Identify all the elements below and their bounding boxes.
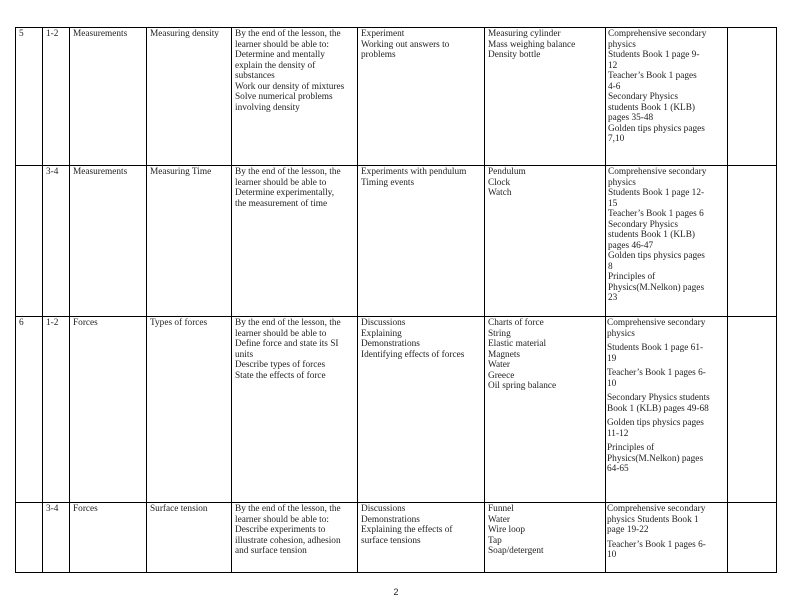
subtopic-cell: Measuring Time <box>147 166 232 317</box>
resources-cell: Funnel Water Wire loop Tap Soap/detergent <box>485 503 606 573</box>
topic-cell: Forces <box>70 317 147 503</box>
references-cell: Comprehensive secondary physics Students Book 1 page 12- 15 Teacher’s Book 1 pages 6 Secondary Physics students Book 1 (KLB) pages 46-47 Golden tips physics pages 8 Principles of Physics(M.Nelkon) pages 23 <box>606 166 728 317</box>
week-cell <box>16 503 43 573</box>
activities-cell: Experiment Working out answers to problems <box>358 28 485 166</box>
week-cell <box>16 166 43 317</box>
reference-item: Comprehensive secondary physics Students Book 1 page 19-22 <box>607 504 706 535</box>
objectives-cell: By the end of the lesson, the learner should be able to: Describe experiments to illustrate cohesion, adhesion and surface tension <box>232 503 358 573</box>
subtopic-cell: Surface tension <box>147 503 232 573</box>
subtopic-cell: Measuring density <box>147 28 232 166</box>
reference-item: Teacher’s Book 1 pages 6- 10 <box>607 539 706 560</box>
reference-item: Students Book 1 page 61- 19 <box>607 343 704 364</box>
reference-item: Comprehensive secondary physics <box>607 318 706 339</box>
topic-cell: Measurements <box>70 166 147 317</box>
lesson-cell: 1-2 <box>43 317 70 503</box>
table-row <box>16 503 777 573</box>
resources-cell: Charts of force String Elastic material Magnets Water Greece Oil spring balance <box>485 317 606 503</box>
table-row <box>16 28 777 166</box>
remarks-cell <box>728 166 777 317</box>
topic-cell: Forces <box>70 503 147 573</box>
remarks-cell <box>728 317 777 503</box>
reference-item: Principles of Physics(M.Nelkon) pages 64-65 <box>607 443 704 474</box>
subtopic-cell: Types of forces <box>147 317 232 503</box>
table-row <box>16 317 777 503</box>
references-cell <box>606 317 728 503</box>
objectives-cell: By the end of the lesson, the learner should be able to Determine experimentally, the measurement of time <box>232 166 358 317</box>
lesson-cell: 3-4 <box>43 503 70 573</box>
resources-cell: Measuring cylinder Mass weighing balance Density bottle <box>485 28 606 166</box>
activities-cell: Discussions Demonstrations Explaining the effects of surface tensions <box>358 503 485 573</box>
reference-item: Golden tips physics pages 11-12 <box>607 418 704 439</box>
activities-cell: Experiments with pendulum Timing events <box>358 166 485 317</box>
lesson-cell: 3-4 <box>43 166 70 317</box>
resources-cell: Pendulum Clock Watch <box>485 166 606 317</box>
table-row <box>16 166 777 317</box>
objectives-cell: By the end of the lesson, the learner should be able to: Determine and mentally explain the density of substances Work our density of mixtures Solve numerical problems involving density <box>232 28 358 166</box>
reference-item: Secondary Physics students Book 1 (KLB) pages 49-68 <box>607 393 710 414</box>
reference-item: Teacher’s Book 1 pages 6- 10 <box>607 368 706 389</box>
lesson-cell: 1-2 <box>43 28 70 166</box>
references-cell: Comprehensive secondary physics Students Book 1 page 9- 12 Teacher’s Book 1 pages 4-6 Secondary Physics students Book 1 (KLB) pages 35-48 Golden tips physics pages 7,10 <box>606 28 728 166</box>
remarks-cell <box>728 503 777 573</box>
objectives-cell: By the end of the lesson, the learner should be able to Define force and state its SI units Describe types of forces State the effects of force <box>232 317 358 503</box>
scheme-of-work-table <box>15 27 777 573</box>
week-cell: 6 <box>16 317 43 503</box>
references-cell <box>606 503 728 573</box>
remarks-cell <box>728 28 777 166</box>
activities-cell: Discussions Explaining Demonstrations Identifying effects of forces <box>358 317 485 503</box>
page-number: 2 <box>393 587 399 597</box>
topic-cell: Measurements <box>70 28 147 166</box>
week-cell: 5 <box>16 28 43 166</box>
